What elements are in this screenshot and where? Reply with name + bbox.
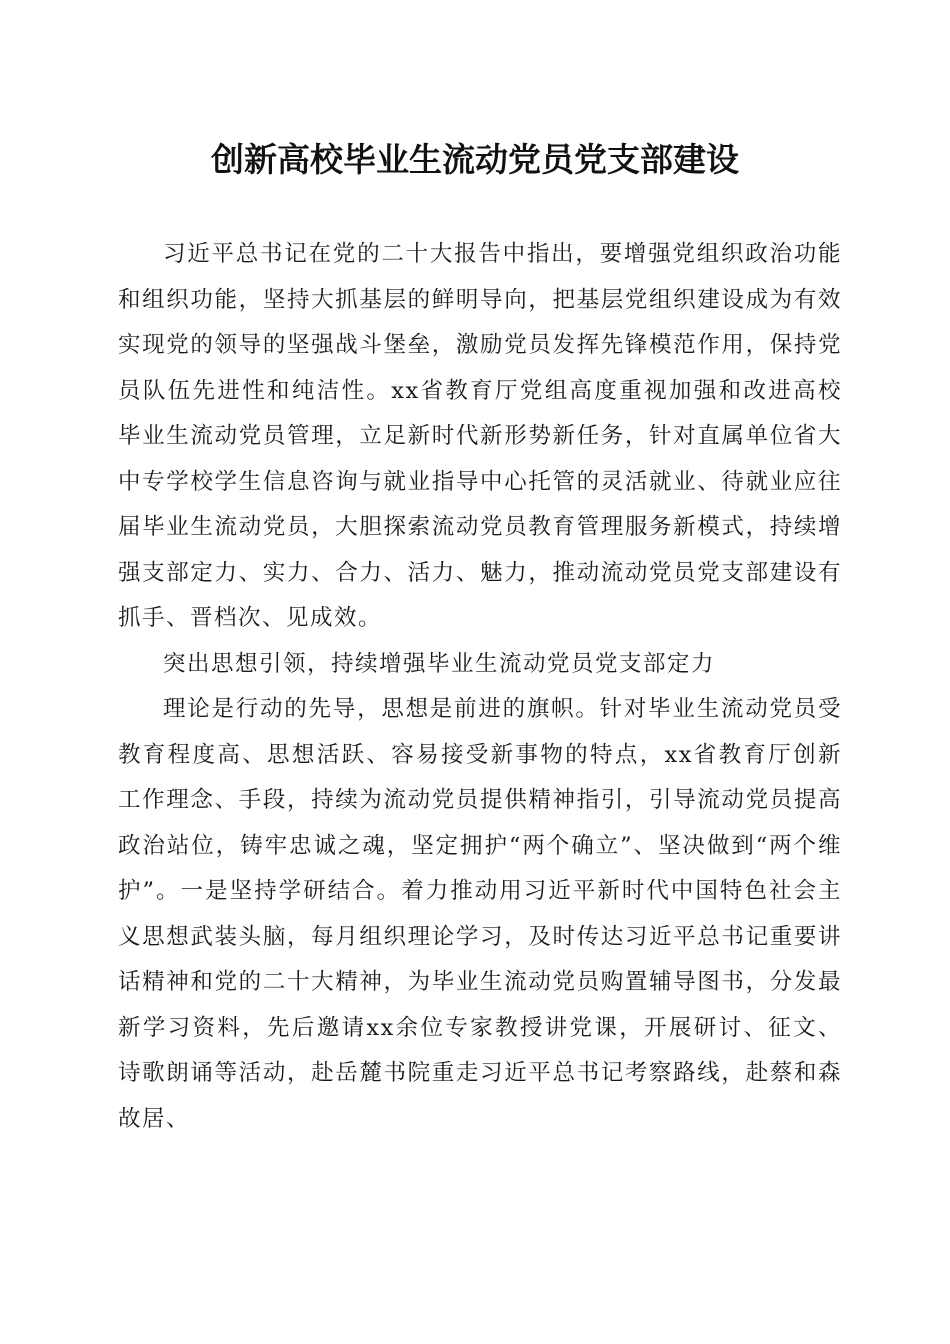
document-title: 创新高校毕业生流动党员党支部建设 [211, 140, 739, 179]
section-paragraph: 理论是行动的先导，思想是前进的旗帜。针对毕业生流动党员受教育程度高、思想活跃、容易接受新事物的特点，xx省教育厅创新工作理念、手段，持续为流动党员提供精神指引，引导流动党员提高政治站位，铸牢忠诚之魂，坚定拥护“两个确立”、坚决做到“两个维护”。一是坚持学研结合。着力推动用习近平新时代中国特色社会主义思想武装头脑，每月组织理论学习，及时传达习近平总书记重要讲话精神和党的二十大精神，为毕业生流动党员购置辅导图书，分发最新学习资料，先后邀请xx余位专家教授讲党课，开展研讨、征文、诗歌朗诵等活动，赴岳麓书院重走习近平总书记考察路线，赴蔡和森故居、 [118, 696, 842, 1132]
document-body [118, 232, 842, 1142]
section-heading: 突出思想引领，持续增强毕业生流动党员党支部定力 [163, 650, 716, 677]
intro-paragraph: 习近平总书记在党的二十大报告中指出，要增强党组织政治功能和组织功能，坚持大抓基层的鲜明导向，把基层党组织建设成为有效实现党的领导的坚强战斗堡垒，激励党员发挥先锋模范作用，保持党员队伍先进性和纯洁性。xx省教育厅党组高度重视加强和改进高校毕业生流动党员管理，立足新时代新形势新任务，针对直属单位省大中专学校学生信息咨询与就业指导中心托管的灵活就业、待就业应往届毕业生流动党员，大胆探索流动党员教育管理服务新模式，持续增强支部定力、实力、合力、活力、魅力，推动流动党员党支部建设有抓手、晋档次、见成效。 [118, 241, 842, 631]
